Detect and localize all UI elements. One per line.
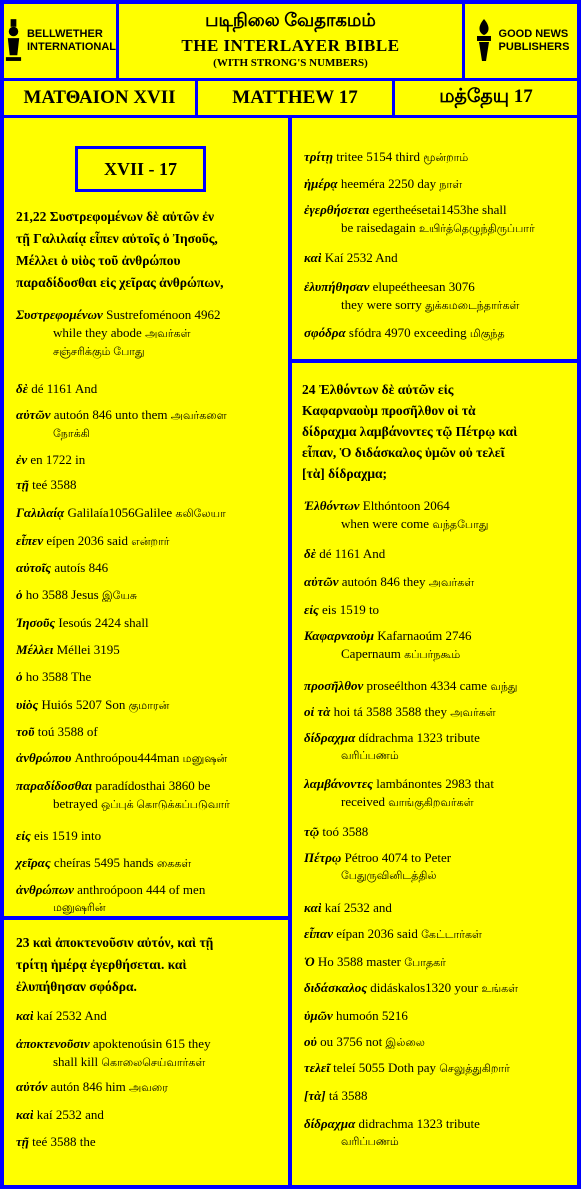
tamil-gloss: கேட்டார்கள் (421, 929, 482, 941)
verse-text (16, 932, 276, 998)
greek-word: Ἐλθόντων (304, 498, 360, 513)
word-entry (304, 201, 565, 238)
transliteration: teé 3588 (32, 477, 77, 492)
greek-word: ἐν (16, 452, 28, 467)
greek-word: ἀνθρώπων (16, 882, 74, 897)
greek-word: τῷ (304, 824, 320, 839)
greek-word: Μέλλει (16, 642, 54, 657)
tamil-gloss: வரிப்பணம் (341, 750, 399, 762)
transliteration: dé 1161 And (319, 546, 386, 561)
tamil-gloss: துக்கமடைந்தார்கள் (425, 300, 520, 312)
entry-subline (16, 795, 276, 814)
word-entry (16, 668, 276, 686)
word-entry (304, 899, 565, 917)
title-block (119, 4, 462, 78)
greek-word: καὶ (304, 250, 322, 265)
entry-line (304, 148, 565, 167)
verse-line: 23 καὶ ἀποκτενοῦσιν αὐτόν, καὶ τῇ (16, 935, 214, 950)
entry-line (304, 925, 565, 944)
entry-subline (16, 425, 276, 443)
greek-word: ἀποκτενοῦσιν (16, 1036, 90, 1051)
greek-word: προσῆλθον (304, 678, 364, 693)
tamil-gloss: அவர்கள் (450, 707, 496, 719)
word-entry (304, 627, 565, 664)
transliteration: Anthroópou444man (74, 750, 180, 765)
tamil-gloss: மூன்றாம் (423, 152, 469, 164)
entry-line (16, 1007, 276, 1025)
transliteration: didáskalos1320 your (370, 980, 479, 995)
greek-word: δίδραχμα (304, 730, 356, 745)
bellwether-line-1: BELLWETHER (26, 28, 103, 40)
entry-line (16, 1133, 276, 1151)
greek-word: ὑμῶν (304, 1008, 333, 1023)
transliteration: Iesoús 2424 shall (58, 615, 149, 630)
greek-word: [τὰ] (304, 1088, 326, 1103)
transliteration: toú 3588 of (37, 724, 98, 739)
transliteration: Huiós 5207 Son (41, 697, 126, 712)
greek-word: καὶ (304, 900, 322, 915)
entry-line (304, 249, 565, 267)
tamil-gloss: உயிர்த்தெழுந்திருப்பார் (418, 223, 535, 235)
tamil-gloss: கலிலேயா (175, 508, 226, 520)
entry-line (304, 324, 565, 343)
greek-word: αὐτῶν (16, 407, 51, 422)
transliteration: eis 1519 into (34, 828, 102, 843)
entry-line (304, 573, 565, 592)
transliteration: anthroópoon 444 of men (77, 882, 206, 897)
greek-word: δὲ (304, 546, 316, 561)
word-entry (16, 723, 276, 741)
word-entry (16, 504, 276, 523)
transliteration: ho 3588 The (25, 669, 92, 684)
entry-line (16, 380, 276, 398)
entry-line (16, 306, 276, 324)
transliteration: eis 1519 to (322, 602, 380, 617)
transliteration: lambánontes 2983 that (376, 776, 494, 791)
entry-line (16, 1078, 276, 1097)
entry-line (16, 614, 276, 632)
verse-text (302, 379, 567, 484)
tamil-gloss: மனுஷரின் (53, 902, 106, 914)
word-entry (304, 1087, 565, 1105)
word-entry (16, 827, 276, 845)
title-english: THE INTERLAYER BIBLE (181, 36, 400, 55)
word-entry (304, 849, 565, 885)
transliteration: eípen 2036 said (46, 533, 128, 548)
english-gloss: shall kill (53, 1054, 99, 1069)
greek-word: οἱ τὰ (304, 704, 331, 719)
good-news-line-2: PUBLISHERS (498, 41, 570, 53)
greek-word: τῇ (16, 477, 29, 492)
greek-word: καὶ (16, 1008, 34, 1023)
word-entry (304, 703, 565, 722)
right-panel-verse-23-cont (292, 118, 577, 359)
word-entry (16, 380, 276, 398)
transliteration: egertheésetai1453he shall (372, 202, 507, 217)
chapter-english: MATTHEW 17 (198, 81, 392, 115)
greek-word: ὁ (16, 669, 23, 684)
word-entry (304, 497, 565, 534)
transliteration: hoi tá 3588 3588 they (333, 704, 447, 719)
transliteration: proseélthon 4334 came (366, 678, 488, 693)
word-entry (16, 1133, 276, 1151)
transliteration: kaí 2532 and (36, 1107, 104, 1122)
entry-line (16, 668, 276, 686)
greek-word: τρίτῃ (304, 149, 333, 164)
transliteration: elupeétheesan 3076 (372, 279, 475, 294)
entry-line (16, 696, 276, 715)
entry-line (16, 749, 276, 768)
transliteration: apoktenoúsin 615 they (92, 1036, 211, 1051)
word-entry (16, 1007, 276, 1025)
transliteration: teleí 5055 Doth pay (333, 1060, 436, 1075)
word-entry (16, 777, 276, 814)
entry-line (304, 677, 565, 696)
verse-line: 21,22 Συστρεφομένων δὲ αὐτῶν ἐν (16, 209, 215, 224)
greek-word: Ὁ (304, 954, 315, 969)
verse-line: Καφαρναοὺμ προσῆλθον οἱ τὰ (302, 403, 476, 418)
english-gloss: when were come (341, 516, 430, 531)
greek-word: ἐλυπήθησαν (304, 279, 370, 294)
tamil-gloss: என்றார் (131, 536, 170, 548)
greek-word: αὐτοῖς (16, 560, 52, 575)
tamil-gloss: மனுஷன் (182, 753, 228, 765)
tamil-gloss: கப்பர்நகூம் (404, 649, 461, 661)
transliteration: teé 3588 the (32, 1134, 96, 1149)
title-tamil: படிநிலை வேதாகமம் (205, 10, 376, 30)
entry-line (304, 703, 565, 722)
transliteration: autoón 846 unto them (53, 407, 168, 422)
entry-line (304, 201, 565, 219)
verse-line: τρίτῃ ἡμέρᾳ ἐγερθήσεται. καὶ (16, 957, 187, 972)
verse-line: δίδραχμα λαμβάνοντες τῷ Πέτρῳ καὶ (302, 424, 518, 439)
transliteration: sfódra 4970 exceeding (348, 325, 467, 340)
word-entry (304, 175, 565, 194)
verse-line: παραδίδοσθαι εἰς χεῖρας ἀνθρώπων, (16, 275, 224, 290)
word-entry (304, 1007, 565, 1025)
word-entry (304, 823, 565, 841)
entry-line (16, 881, 276, 899)
tamil-gloss: ஒப்புக் கொடுக்கப்படுவார் (101, 799, 230, 811)
tamil-gloss: சஞ்சரிக்கும் போது (53, 346, 145, 358)
entry-line (304, 979, 565, 998)
tamil-gloss: இல்லை (385, 1037, 425, 1049)
word-entry (304, 601, 565, 619)
entry-line (304, 497, 565, 515)
chapter-tamil: மத்தேயு 17 (395, 81, 577, 115)
greek-word: οὐ (304, 1034, 317, 1049)
word-entry (16, 586, 276, 605)
entry-line (16, 586, 276, 605)
left-panel-verse-21-22 (4, 118, 288, 916)
tamil-gloss: வாங்குகிறவர்கள் (388, 797, 474, 809)
torch-icon (473, 19, 495, 63)
word-entry (16, 749, 276, 768)
entry-line (16, 532, 276, 551)
word-entry (16, 854, 276, 873)
word-entry (304, 324, 565, 343)
word-entry (16, 451, 276, 469)
reference-box: XVII - 17 (75, 146, 206, 192)
entry-subline (304, 515, 565, 534)
word-entry (16, 406, 276, 443)
entry-line (304, 278, 565, 296)
verse-line: Μέλλει ὁ υἱὸς τοῦ ἀνθρώπου (16, 253, 181, 268)
transliteration: cheíras 5495 hands (53, 855, 154, 870)
transliteration: Pétroo 4074 to Peter (344, 850, 452, 865)
word-entry (304, 545, 565, 563)
transliteration: kaí 2532 And (36, 1008, 107, 1023)
entry-subline (16, 899, 276, 916)
tamil-gloss: வந்து (490, 681, 518, 693)
greek-word: ἐγερθήσεται (304, 202, 370, 217)
entry-line (304, 601, 565, 619)
transliteration: Galilaía1056Galilee (67, 505, 173, 520)
tamil-gloss: கைகள் (156, 858, 192, 870)
entry-line (16, 476, 276, 494)
tamil-gloss: குமாரன் (128, 700, 170, 712)
verse-line: εἶπαν, Ὁ διδάσκαλος ὑμῶν οὐ τελεῖ (302, 445, 505, 460)
english-gloss: betrayed (53, 796, 98, 811)
verse-line: τῇ Γαλιλαίᾳ εἶπεν αὐτοῖς ὁ Ἰησοῦς, (16, 231, 218, 246)
word-entry (16, 1078, 276, 1097)
word-entry (304, 573, 565, 592)
tamil-gloss: அவர்களை (170, 410, 227, 422)
greek-word: παραδίδοσθαι (16, 778, 93, 793)
tamil-gloss: போதகர் (404, 957, 446, 969)
entry-line (16, 406, 276, 425)
good-news-logo (465, 4, 577, 78)
transliteration: Kafarnaoúm 2746 (377, 628, 472, 643)
tamil-gloss: வந்தபோது (432, 519, 489, 531)
greek-word: δὲ (16, 381, 28, 396)
word-entry (16, 476, 276, 494)
word-entry (304, 729, 565, 765)
word-entry (16, 1106, 276, 1124)
entry-line (16, 641, 276, 659)
english-gloss: Capernaum (341, 646, 401, 661)
entry-line (304, 849, 565, 867)
left-panel-verse-23 (4, 920, 288, 1185)
word-entry (304, 677, 565, 696)
greek-word: ἡμέρᾳ (304, 176, 338, 191)
entry-line (304, 1059, 565, 1078)
bellwether-logo (4, 4, 116, 78)
greek-word: αὐτόν (16, 1079, 48, 1094)
greek-word: χεῖρας (16, 855, 51, 870)
transliteration: heeméra 2250 day (340, 176, 437, 191)
word-entry (16, 559, 276, 577)
tamil-gloss: நாள் (439, 179, 463, 191)
greek-word: Ἰησοῦς (16, 615, 56, 630)
entry-line (16, 827, 276, 845)
title-subtitle: (WITH STRONG'S NUMBERS) (213, 57, 368, 69)
entry-line (304, 953, 565, 972)
entry-line (304, 899, 565, 917)
word-entry (304, 249, 565, 267)
verse-line: 24 Ἐλθόντων δὲ αὐτῶν εἰς (302, 382, 454, 397)
entry-line (304, 627, 565, 645)
chapter-greek: ΜΑΤΘΑΙΟΝ XVII (4, 81, 195, 115)
transliteration: tritee 5154 third (336, 149, 420, 164)
tamil-gloss: வரிப்பணம் (341, 1136, 399, 1148)
entry-subline (304, 296, 565, 315)
entry-line (304, 175, 565, 194)
greek-word: Γαλιλαίᾳ (16, 505, 65, 520)
word-entry (16, 306, 276, 361)
tamil-gloss: கொலைசெய்வார்கள் (101, 1057, 206, 1069)
english-gloss: be raisedagain (341, 220, 416, 235)
entry-line (16, 723, 276, 741)
transliteration: kaí 2532 and (324, 900, 392, 915)
entry-line (304, 823, 565, 841)
english-gloss: while they abode (53, 325, 142, 340)
word-entry (304, 1033, 565, 1052)
transliteration: Ho 3588 master (317, 954, 401, 969)
entry-line (304, 1087, 565, 1105)
entry-line (16, 1106, 276, 1124)
word-entry (16, 1035, 276, 1072)
transliteration: en 1722 in (30, 452, 86, 467)
word-entry (16, 614, 276, 632)
transliteration: autoón 846 they (341, 574, 426, 589)
word-entry (304, 953, 565, 972)
transliteration: ho 3588 Jesus (25, 587, 99, 602)
entry-line (16, 854, 276, 873)
greek-word: εἰς (16, 828, 31, 843)
transliteration: Méllei 3195 (56, 642, 120, 657)
entry-subline (16, 1053, 276, 1072)
entry-subline (304, 793, 565, 812)
verse-line: ἐλυπήθησαν σφόδρα. (16, 979, 137, 994)
entry-subline (304, 219, 565, 238)
word-entry (16, 532, 276, 551)
entry-line (16, 1035, 276, 1053)
tamil-gloss: இயேசு (101, 590, 138, 602)
greek-word: τελεῖ (304, 1060, 330, 1075)
bellwether-line-2: INTERNATIONAL (26, 41, 116, 53)
entry-subline (304, 747, 565, 765)
tamil-gloss: அவர்கள் (145, 328, 191, 340)
transliteration: humoón 5216 (336, 1008, 408, 1023)
transliteration: autón 846 him (50, 1079, 126, 1094)
greek-word: Πέτρῳ (304, 850, 342, 865)
entry-subline (16, 343, 276, 361)
right-panel-verse-24 (292, 363, 577, 1185)
entry-line (304, 545, 565, 563)
transliteration: dé 1161 And (31, 381, 98, 396)
entry-line (16, 504, 276, 523)
entry-subline (304, 867, 565, 885)
word-entry (304, 1059, 565, 1078)
word-entry (304, 148, 565, 167)
greek-word: διδάσκαλος (304, 980, 368, 995)
transliteration: Kaí 2532 And (324, 250, 398, 265)
tamil-gloss: அவர்கள் (428, 577, 475, 589)
tamil-gloss: செலுத்துகிறார் (439, 1063, 510, 1075)
transliteration: tá 3588 (328, 1088, 368, 1103)
greek-word: Συστρεφομένων (16, 307, 103, 322)
entry-line (16, 777, 276, 795)
verse-text (16, 206, 276, 294)
tamil-gloss: பேதுருவினிடத்தில் (341, 870, 437, 882)
entry-line (304, 729, 565, 747)
english-gloss: they were sorry (341, 297, 422, 312)
greek-word: Καφαρναοὺμ (304, 628, 375, 643)
greek-word: εἰς (304, 602, 319, 617)
word-entry (16, 696, 276, 715)
verse-line: [τὰ] δίδραχμα; (302, 466, 388, 481)
greek-word: ἀνθρώπου (16, 750, 72, 765)
tamil-gloss: அவரை (129, 1082, 168, 1094)
entry-line (304, 775, 565, 793)
entry-subline (16, 324, 276, 343)
greek-word: ὁ (16, 587, 23, 602)
word-entry (16, 881, 276, 916)
greek-word: λαμβάνοντες (304, 776, 373, 791)
word-entry (304, 979, 565, 998)
word-entry (304, 278, 565, 315)
tamil-gloss: உங்கள் (481, 983, 519, 995)
entry-subline (304, 645, 565, 664)
entry-line (304, 1115, 565, 1133)
greek-word: τοῦ (16, 724, 35, 739)
entry-line (16, 451, 276, 469)
greek-word: δίδραχμα (304, 1116, 356, 1131)
transliteration: toó 3588 (322, 824, 369, 839)
greek-word: τῇ (16, 1134, 29, 1149)
transliteration: Sustrefoménoon 4962 (106, 307, 221, 322)
word-entry (16, 641, 276, 659)
tamil-gloss: நோக்கி (53, 428, 90, 440)
greek-word: εἶπαν (304, 926, 334, 941)
english-gloss: received (341, 794, 386, 809)
transliteration: ou 3756 not (320, 1034, 383, 1049)
entry-line (304, 1033, 565, 1052)
transliteration: Elthóntoon 2064 (362, 498, 450, 513)
entry-line (304, 1007, 565, 1025)
tamil-gloss: மிகுந்த (469, 328, 505, 340)
greek-word: εἶπεν (16, 533, 44, 548)
bellwether-icon (4, 18, 23, 64)
entry-subline (304, 1133, 565, 1151)
greek-word: σφόδρα (304, 325, 346, 340)
word-entry (304, 925, 565, 944)
transliteration: eípan 2036 said (336, 926, 418, 941)
word-entry (304, 775, 565, 812)
greek-word: καὶ (16, 1107, 34, 1122)
transliteration: paradídosthai 3860 be (95, 778, 211, 793)
transliteration: autoís 846 (54, 560, 109, 575)
greek-word: αὐτῶν (304, 574, 339, 589)
good-news-line-1: GOOD NEWS (498, 28, 569, 40)
word-entry (304, 1115, 565, 1151)
transliteration: didrachma 1323 tribute (358, 1116, 480, 1131)
entry-line (16, 559, 276, 577)
greek-word: υἱὸς (16, 697, 39, 712)
transliteration: dídrachma 1323 tribute (358, 730, 480, 745)
